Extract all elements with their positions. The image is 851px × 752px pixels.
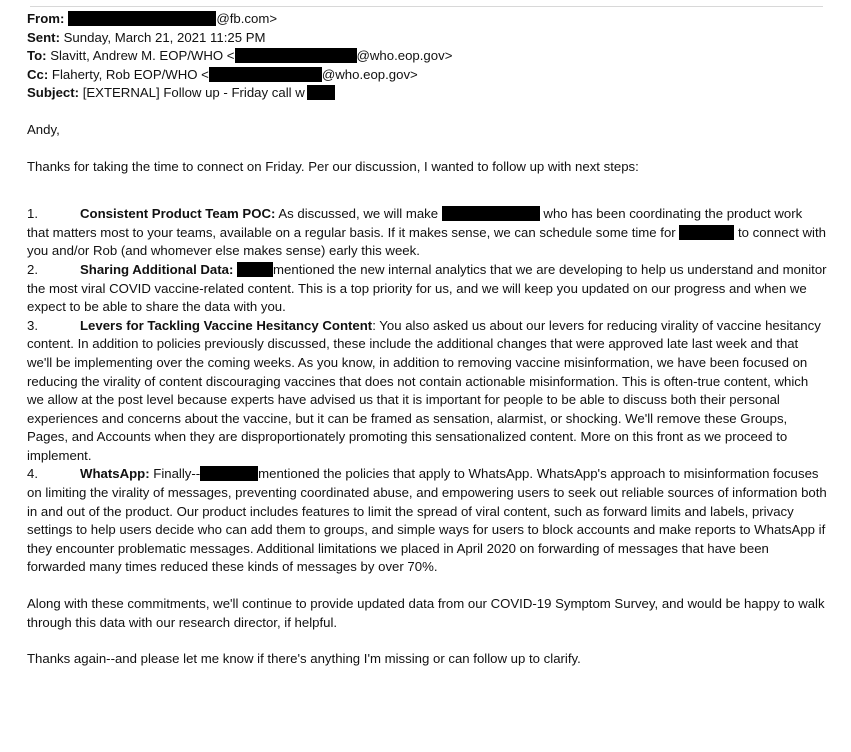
closing-paragraph: Along with these commitments, we'll continue to provide updated data from our COVID-19 Symptom Survey, and would be happy to walk through this data with our research director, if helpful. (27, 596, 825, 630)
sent-line (27, 29, 827, 48)
top-divider (30, 6, 823, 7)
redaction-box (307, 85, 335, 100)
to-label: To: (27, 48, 47, 64)
cc-value-suffix: @who.eop.gov> (321, 66, 418, 82)
item-number: 1. (27, 206, 38, 222)
sent-label: Sent: (27, 29, 60, 45)
redaction-box (209, 67, 322, 82)
greeting: Andy, (27, 121, 60, 137)
email-document (27, 10, 827, 669)
redaction-box (200, 466, 258, 481)
item-number: 3. (27, 317, 38, 333)
item-title: Consistent Product Team POC: (80, 206, 276, 222)
item-number: 2. (27, 261, 38, 277)
from-line (27, 10, 827, 29)
item-text: Finally-- (149, 466, 201, 482)
item-title: Sharing Additional Data: (80, 261, 234, 277)
sent-value: Sunday, March 21, 2021 11:25 PM (63, 29, 266, 45)
to-value-prefix: Slavitt, Andrew M. EOP/WHO < (50, 48, 235, 64)
item-text: : You also asked us about our levers for reducing virality of vaccine hesitancy content. In addition to policies previously discussed, these include the additional changes that were approved late last week and that we'll be implementing over the coming weeks. As you know, in addition to removing vaccine misinformation, we have been focused on reducing the virality of content discouraging vaccines that does not contain actionable misinformation. This is often-true content, which we allow at the post level because experts have advised us that it is important for people to be able to discuss both their personal experiences and concerns about the vaccine, but it can be framed as sensation, alarmist, or shocking. We'll remove these Groups, Pages, and Accounts when they are disproportionately promoting this sensationalized content. More on this front as we proceed to implement. (27, 317, 821, 463)
list-item (27, 465, 827, 577)
redaction-box (68, 11, 216, 26)
email-header (27, 10, 827, 103)
list-item (27, 205, 827, 261)
from-label: From: (27, 11, 65, 26)
subject-line (27, 84, 827, 103)
cc-line (27, 66, 827, 85)
item-title: Levers for Tackling Vaccine Hesitancy Content (80, 317, 373, 333)
signoff-paragraph: Thanks again--and please let me know if there's anything I'm missing or can follow up to clarify. (27, 651, 581, 667)
list-item (27, 317, 827, 466)
item-text: mentioned the new internal analytics that we are developing to help us understand and monitor the most viral COVID vaccine-related content. This is a top priority for us, and we will keep you updated on our progress and when we expect to be able to share the data with you. (27, 261, 827, 315)
item-text: mentioned the policies that apply to WhatsApp. WhatsApp's approach to misinformation focuses on limiting the virality of messages, preventing coordinated abuse, and empowering users to seek out reliable sources of information both in and out of the product. Our product includes features to limit the spread of viral content, such as forward limits and labels, privacy settings to help users decide who can add them to groups, and simple ways for users to block accounts and make reports to WhatsApp if they encounter problematic messages. Additional limitations we placed in April 2020 on forwarding of messages that have been forwarded many times reduced these kinds of messages by over 70%. (27, 466, 827, 575)
item-title: WhatsApp: (80, 466, 150, 482)
from-value: @fb.com> (216, 11, 278, 26)
cc-label: Cc: (27, 66, 49, 82)
cc-value-prefix: Flaherty, Rob EOP/WHO < (51, 66, 209, 82)
redaction-box (679, 225, 734, 240)
intro-paragraph: Thanks for taking the time to connect on Friday. Per our discussion, I wanted to follow up with next steps: (27, 158, 639, 174)
item-number: 4. (27, 466, 38, 482)
item-text: to connect with you and/or Rob (and whomever else makes sense) early this week. (27, 224, 826, 259)
list-item (27, 261, 827, 317)
item-text: As discussed, we will make (275, 206, 442, 222)
redaction-box (442, 206, 540, 221)
to-value-suffix: @who.eop.gov> (356, 48, 453, 64)
item-text: who has been coordinating the product work that matters most to your teams, available on a regular basis. If it makes sense, we can schedule some time for (27, 206, 803, 240)
redaction-box (237, 262, 273, 277)
to-line (27, 47, 827, 66)
redaction-box (235, 48, 357, 63)
subject-value: [EXTERNAL] Follow up - Friday call w (82, 85, 305, 101)
subject-label: Subject: (27, 85, 80, 101)
